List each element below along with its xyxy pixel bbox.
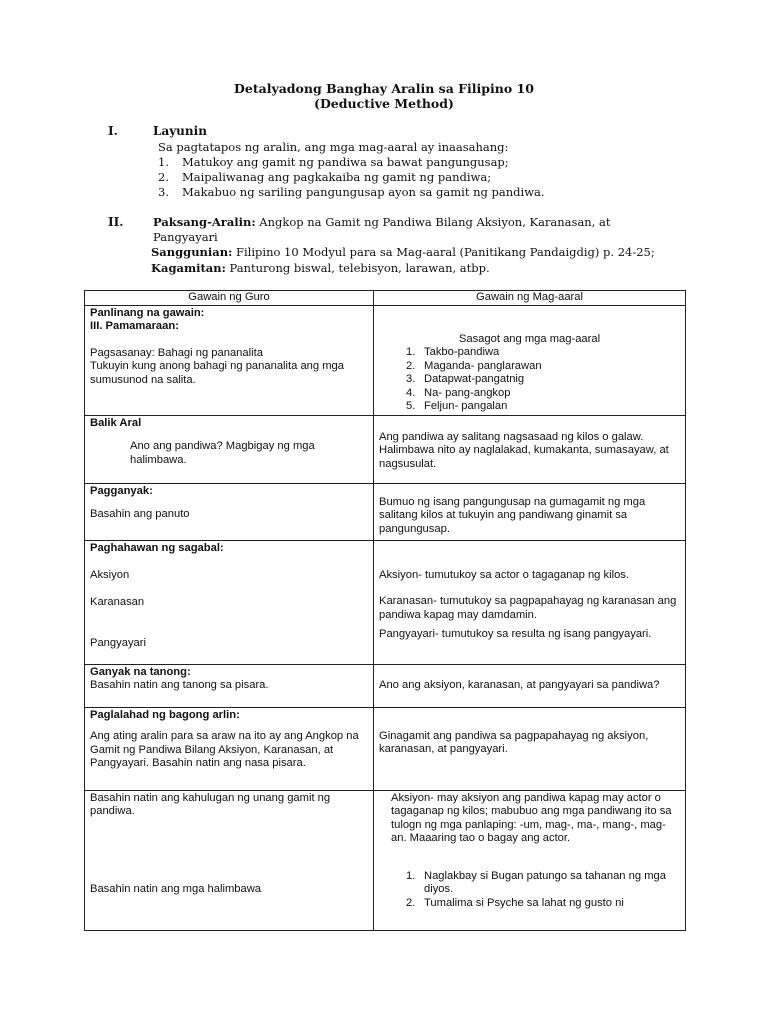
row-heading: III. Pamamaraan: xyxy=(90,320,179,332)
table-row xyxy=(85,790,686,930)
table-row xyxy=(85,540,686,664)
list-item: 3. Datapwat-pangatnig xyxy=(406,373,525,385)
answer-list xyxy=(379,346,680,414)
list-item: 3. Makabuo ng sariling pangungusap ayon sa gamit ng pandiwa. xyxy=(158,185,545,199)
student-text: Sasagot ang mga mag-aaral xyxy=(458,332,601,345)
row-heading: Paglalahad ng bagong arlin: xyxy=(90,708,240,721)
student-text: Ang pandiwa ay salitang nagsasaad ng kilos o galaw. Halimbawa nito ay naglalakad, kumakanta, sumasayaw, at nagsusulat. xyxy=(379,430,669,470)
student-text: Aksiyon- may aksiyon ang pandiwa kapag may actor o tagaganap ng kilos; mabubuo ang mga pandiwang ito sa tulogn ng mga panlaping: -um, mag-, ma-, mang-, mag-an. Maaaring tao o bagay ang actor. xyxy=(391,791,672,844)
objectives-intro: Sa pagtatapos ng aralin, ang mga mag-aaral ay inaasahang: xyxy=(158,140,509,154)
list-item: 2. Maipaliwanag ang pagkakaiba ng gamit ng pandiwa; xyxy=(158,170,492,184)
list-item: 4. Na- pang-angkop xyxy=(406,386,511,399)
list-item: 2. Tumalima si Psyche sa lahat ng gusto ni xyxy=(406,896,624,909)
column-header-student: Gawain ng Mag-aaral xyxy=(374,291,686,306)
section-1-title: Layunin xyxy=(153,124,207,138)
table-header-row xyxy=(85,291,686,306)
teacher-text: Pagsasanay: Bahagi ng pananalita xyxy=(90,346,263,359)
objectives-list xyxy=(158,155,545,200)
section-2-number: II. xyxy=(108,215,124,229)
sanggunian-line: Sanggunian: Filipino 10 Modyul para sa Mag-aaral (Panitikang Pandaigdig) p. 24-25; xyxy=(151,245,655,259)
student-text: Aksiyon- tumutukoy sa actor o tagaganap ng kilos. xyxy=(379,568,629,581)
teacher-text: Pangyayari xyxy=(90,637,146,649)
answer-list xyxy=(379,870,680,911)
table-row xyxy=(85,664,686,707)
paksa-line-2: Pangyayari xyxy=(153,230,218,244)
row-heading: Panlinang na gawain: xyxy=(90,306,205,319)
teacher-text: Basahin natin ang mga halimbawa xyxy=(90,882,262,895)
list-item: 1. Naglakbay si Bugan patungo sa tahanan ng mga diyos. xyxy=(406,869,666,895)
student-text: Karanasan- tumutukoy sa pagpapahayag ng karanasan ang pandiwa kapag may damdamin. xyxy=(379,595,677,621)
list-item: 2. Maganda- panglarawan xyxy=(406,359,542,372)
teacher-text: Ano ang pandiwa? Magbigay ng mga halimbawa. xyxy=(130,440,315,466)
row-heading: Ganyak na tanong: xyxy=(90,665,191,678)
section-1-number: I. xyxy=(108,124,118,138)
teacher-text: Basahin ang panuto xyxy=(90,508,190,520)
column-header-teacher: Gawain ng Guro xyxy=(85,291,374,306)
table-row xyxy=(85,483,686,540)
teacher-text: Karanasan xyxy=(90,595,145,608)
student-text: Bumuo ng isang pangungusap na gumagamit ng mga salitang kilos at tukuyin ang pandiwang ginamit sa pangungusap. xyxy=(379,495,646,535)
teacher-text: Ang ating aralin para sa araw na ito ay ang Angkop na Gamit ng Pandiwa Bilang Aksiyon, Karanasan, at Pangyayari. Basahin natin ang nasa pisara. xyxy=(90,730,359,769)
row-heading: Pagganyak: xyxy=(90,484,153,497)
student-text: Pangyayari- tumutukoy sa resulta ng isang pangyayari. xyxy=(379,628,652,640)
list-item: 1. Matukoy ang gamit ng pandiwa sa bawat pangungusap; xyxy=(158,155,509,169)
document-subtitle: (Deductive Method) xyxy=(314,96,454,111)
kagamitan-line: Kagamitan: Panturong biswal, telebisyon, larawan, atbp. xyxy=(151,261,490,275)
student-text: Ano ang aksiyon, karanasan, at pangyayari sa pandiwa? xyxy=(379,678,660,691)
teacher-text: Tukuyin kung anong bahagi ng pananalita ang mga sumusunod na salita. xyxy=(90,360,344,386)
table-row xyxy=(85,415,686,483)
teacher-text: Basahin natin ang kahulugan ng unang gamit ng pandiwa. xyxy=(90,791,331,817)
paksa-line: Paksang-Aralin: Angkop na Gamit ng Pandiwa Bilang Aksiyon, Karanasan, at xyxy=(153,215,611,229)
list-item: 1. Takbo-pandiwa xyxy=(406,346,500,358)
row-heading: Paghahawan ng sagabal: xyxy=(90,541,224,554)
lesson-table xyxy=(84,290,686,931)
table-row xyxy=(85,707,686,790)
teacher-text: Basahin natin ang tanong sa pisara. xyxy=(90,679,269,691)
row-heading: Balik Aral xyxy=(90,416,142,429)
table-row xyxy=(85,305,686,415)
student-text: Ginagamit ang pandiwa sa pagpapahayag ng aksiyon, karanasan, at pangyayari. xyxy=(379,729,649,755)
document-title: Detalyadong Banghay Aralin sa Filipino 10 xyxy=(234,81,534,96)
list-item: 5. Feljun- pangalan xyxy=(406,400,508,412)
teacher-text: Aksiyon xyxy=(90,569,130,581)
